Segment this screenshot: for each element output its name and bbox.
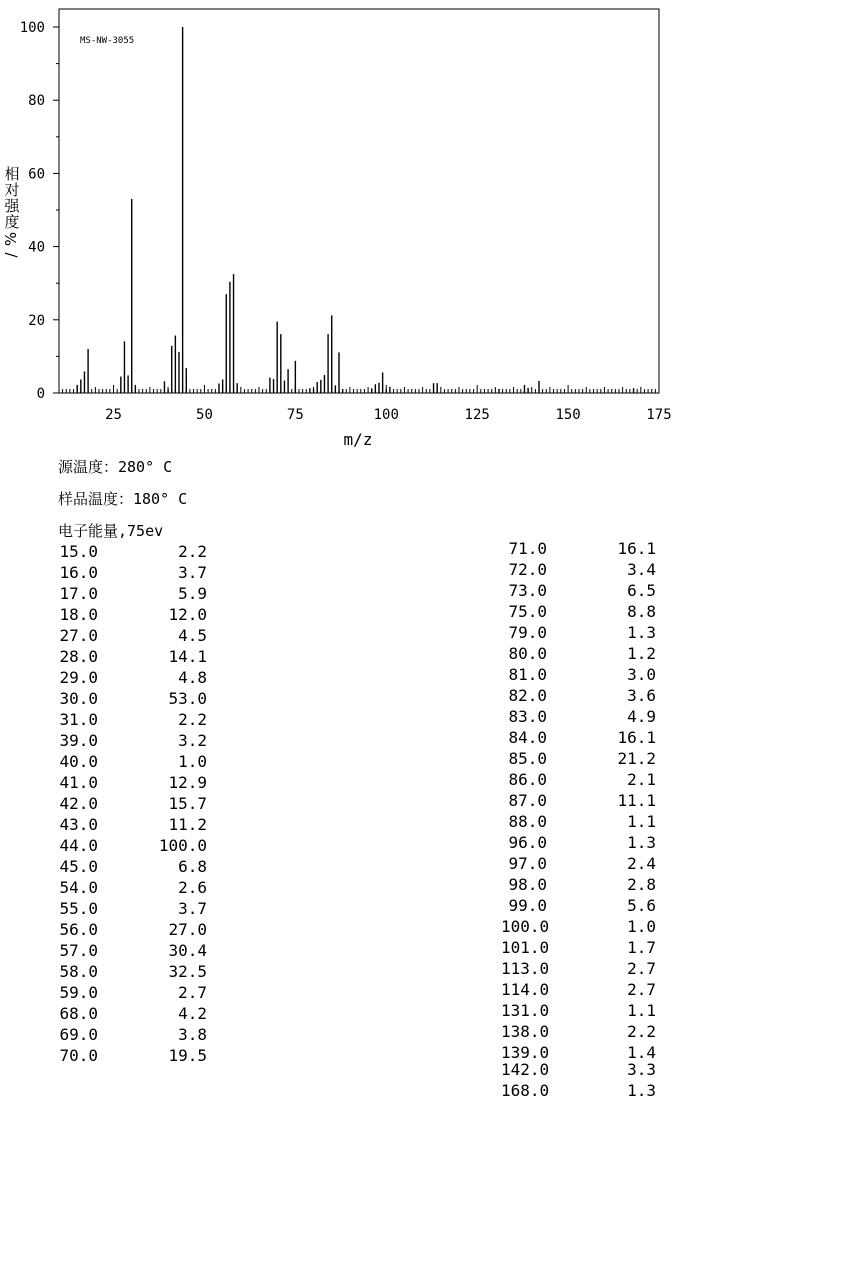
spectrum-code-label: MS-NW-3055: [80, 36, 135, 46]
peak-intensity: 8.8: [627, 602, 656, 621]
peak-mz: 68.0: [59, 1004, 98, 1023]
source-temperature: 源温度：280° C: [58, 458, 173, 476]
peak-table-left: [52, 541, 232, 1081]
peak-mz: 75.0: [508, 602, 547, 621]
peak-intensity: 12.0: [168, 605, 207, 624]
peak-mz: 58.0: [59, 962, 98, 981]
peak-mz: 80.0: [508, 644, 547, 663]
y-axis-title-char: 强: [4, 197, 20, 215]
peak-intensity: 2.7: [627, 959, 656, 978]
peak-mz: 84.0: [508, 728, 547, 747]
sample-temperature: 样品温度：180° C: [58, 490, 188, 508]
peak-intensity: 2.2: [627, 1022, 656, 1041]
peak-intensity: 1.2: [627, 644, 656, 663]
peak-mz: 41.0: [59, 773, 98, 792]
peak-mz: 40.0: [59, 752, 98, 771]
peak-intensity: 4.5: [178, 626, 207, 645]
peak-mz: 31.0: [59, 710, 98, 729]
peak-intensity: 2.6: [178, 878, 207, 897]
y-axis-title: [2, 165, 20, 258]
y-tick-label: 60: [28, 166, 45, 183]
peak-intensity: 21.2: [617, 749, 656, 768]
peak-intensity: 3.4: [627, 560, 656, 579]
peak-intensity: 4.9: [627, 707, 656, 726]
peak-mz: 72.0: [508, 560, 547, 579]
peak-mz: 101.0: [501, 938, 550, 957]
peak-mz: 81.0: [508, 665, 547, 684]
peak-mz: 98.0: [508, 875, 547, 894]
peak-mz: 168.0: [501, 1081, 550, 1100]
peak-intensity: 3.3: [627, 1060, 656, 1079]
peak-mz: 39.0: [59, 731, 98, 750]
peak-mz: 87.0: [508, 791, 547, 810]
peak-mz: 42.0: [59, 794, 98, 813]
peak-mz: 131.0: [501, 1001, 550, 1020]
peak-intensity: 2.1: [627, 770, 656, 789]
mass-spectrum-chart: [0, 0, 850, 460]
peak-mz: 27.0: [59, 626, 98, 645]
peak-intensity: 1.7: [627, 938, 656, 957]
peak-mz: 43.0: [59, 815, 98, 834]
y-axis-title-char: %: [2, 231, 20, 247]
y-tick-label: 40: [28, 239, 45, 256]
peak-intensity: 4.8: [178, 668, 207, 687]
peak-mz: 56.0: [59, 920, 98, 939]
peak-mz: 100.0: [501, 917, 550, 936]
peak-intensity: 2.4: [627, 854, 656, 873]
x-tick-label: 25: [105, 407, 122, 423]
peak-intensity: 30.4: [168, 941, 207, 960]
x-tick-label: 150: [555, 407, 581, 423]
peak-mz: 70.0: [59, 1046, 98, 1065]
peak-intensity: 3.2: [178, 731, 207, 750]
peak-mz: 99.0: [508, 896, 547, 915]
peak-intensity: 5.6: [627, 896, 656, 915]
y-tick-label: 80: [28, 93, 45, 110]
y-axis-title-char: 相: [4, 165, 20, 183]
x-tick-label: 100: [373, 407, 399, 423]
y-axis-title-char: 度: [4, 213, 20, 231]
peak-intensity: 3.6: [627, 686, 656, 705]
peak-intensity: 19.5: [168, 1046, 207, 1065]
peak-intensity: 27.0: [168, 920, 207, 939]
peak-intensity: 2.7: [178, 983, 207, 1002]
peak-mz: 114.0: [501, 980, 550, 999]
peak-mz: 29.0: [59, 668, 98, 687]
y-axis-title-char: 对: [4, 181, 20, 199]
peak-mz: 59.0: [59, 983, 98, 1002]
peak-mz: 18.0: [59, 605, 98, 624]
peak-intensity: 2.7: [627, 980, 656, 999]
peak-intensity: 100.0: [158, 836, 207, 855]
peak-mz: 69.0: [59, 1025, 98, 1044]
x-tick-label: 125: [464, 407, 490, 423]
peak-intensity: 2.2: [178, 710, 207, 729]
peak-intensity: 1.3: [627, 1081, 656, 1100]
peak-intensity: 2.8: [627, 875, 656, 894]
peak-mz: 97.0: [508, 854, 547, 873]
peak-intensity: 1.1: [627, 812, 656, 831]
peak-intensity: 3.7: [178, 563, 207, 582]
peak-mz: 142.0: [501, 1060, 550, 1079]
peak-intensity: 1.4: [627, 1043, 656, 1062]
peak-mz: 28.0: [59, 647, 98, 666]
peak-intensity: 2.2: [178, 542, 207, 561]
peak-intensity: 32.5: [168, 962, 207, 981]
peak-intensity: 1.1: [627, 1001, 656, 1020]
peak-intensity: 3.8: [178, 1025, 207, 1044]
x-tick-label: 175: [646, 407, 672, 423]
peak-mz: 44.0: [59, 836, 98, 855]
x-axis-title: m/z: [343, 430, 373, 449]
y-tick-label: 20: [28, 312, 45, 329]
y-tick-label: 0: [36, 386, 45, 402]
peak-intensity: 16.1: [617, 728, 656, 747]
peak-intensity: 6.8: [178, 857, 207, 876]
peak-intensity: 6.5: [627, 581, 656, 600]
peak-mz: 83.0: [508, 707, 547, 726]
y-tick-label: 100: [19, 20, 45, 36]
plot-frame: [59, 9, 659, 393]
peak-mz: 30.0: [59, 689, 98, 708]
peak-intensity: 1.3: [627, 833, 656, 852]
x-tick-label: 50: [196, 407, 213, 423]
peak-intensity: 53.0: [168, 689, 207, 708]
peak-mz: 139.0: [501, 1043, 550, 1062]
peak-mz: 17.0: [59, 584, 98, 603]
peak-mz: 55.0: [59, 899, 98, 918]
peak-mz: 73.0: [508, 581, 547, 600]
peak-mz: 79.0: [508, 623, 547, 642]
peak-mz: 96.0: [508, 833, 547, 852]
peak-intensity: 11.1: [617, 791, 656, 810]
peak-mz: 113.0: [501, 959, 550, 978]
peak-table-right: [501, 538, 681, 1108]
peak-intensity: 3.0: [627, 665, 656, 684]
y-axis-title-char: /: [2, 252, 20, 258]
peak-mz: 71.0: [508, 539, 547, 558]
peak-intensity: 5.9: [178, 584, 207, 603]
peak-mz: 85.0: [508, 749, 547, 768]
peak-intensity: 1.3: [627, 623, 656, 642]
peak-intensity: 14.1: [168, 647, 207, 666]
peak-intensity: 15.7: [168, 794, 207, 813]
spectrum-peaks: [77, 27, 633, 393]
peak-mz: 86.0: [508, 770, 547, 789]
peak-intensity: 3.7: [178, 899, 207, 918]
peak-mz: 88.0: [508, 812, 547, 831]
peak-intensity: 4.2: [178, 1004, 207, 1023]
axis-ticks: [20, 20, 672, 423]
x-tick-label: 75: [286, 407, 304, 423]
electron-energy: 电子能量,75ev: [58, 522, 164, 540]
peak-mz: 16.0: [59, 563, 98, 582]
peak-mz: 15.0: [59, 542, 98, 561]
peak-intensity: 11.2: [168, 815, 207, 834]
peak-intensity: 12.9: [168, 773, 207, 792]
peak-mz: 82.0: [508, 686, 547, 705]
peak-intensity: 1.0: [627, 917, 656, 936]
peak-mz: 54.0: [59, 878, 98, 897]
peak-intensity: 1.0: [178, 752, 207, 771]
peak-mz: 45.0: [59, 857, 98, 876]
peak-intensity: 16.1: [617, 539, 656, 558]
peak-mz: 138.0: [501, 1022, 550, 1041]
peak-mz: 57.0: [59, 941, 98, 960]
